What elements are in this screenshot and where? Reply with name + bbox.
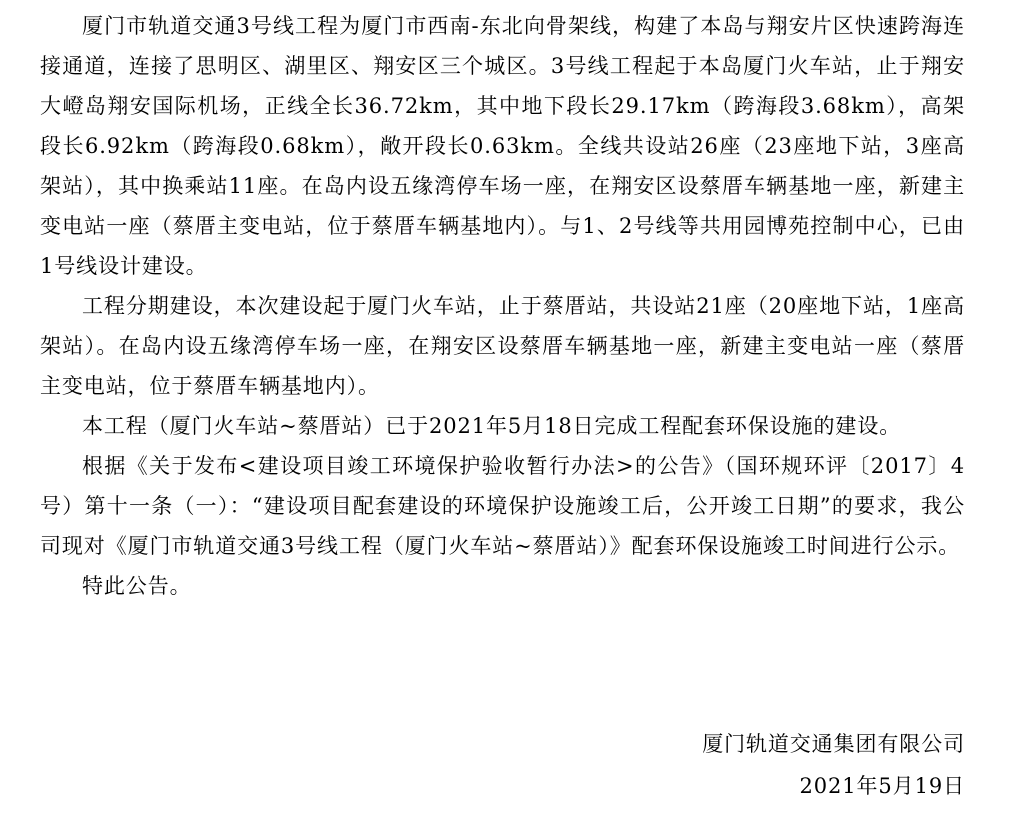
notice-body [40,6,965,606]
paragraph-legal-basis: 根据《关于发布<建设项目竣工环境保护验收暂行办法>的公告》（国环规环评〔2017〕4号）第十一条（一）：“建设项目配套建设的环境保护设施竣工后，公开竣工日期”的要求，我公司现对《厦门市轨道交通3号线工程（厦门火车站~蔡厝站）》配套环保设施竣工时间进行公示。 [40,454,965,558]
paragraph-phased-construction: 工程分期建设，本次建设起于厦门火车站，止于蔡厝站，共设站21座（20座地下站，1座高架站）。在岛内设五缘湾停车场一座，在翔安区设蔡厝车辆基地一座，新建主变电站一座（蔡厝主变电站，位于蔡厝车辆基地内）。 [40,294,965,398]
signature-date: 2021年5月19日 [799,774,965,798]
signature-company: 厦门轨道交通集团有限公司 [702,732,965,756]
paragraph-completion: 本工程（厦门火车站~蔡厝站）已于2021年5月18日完成工程配套环保设施的建设。 [82,414,902,438]
paragraph-closing: 特此公告。 [82,574,192,598]
paragraph-line-overview: 厦门市轨道交通3号线工程为厦门市西南-东北向骨架线，构建了本岛与翔安片区快速跨海连接通道，连接了思明区、湖里区、翔安区三个城区。3号线工程起于本岛厦门火车站，止于翔安大嶝岛翔安国际机场，正线全长36.72km，其中地下段长29.17km（跨海段3.68km），高架段长6.92km（跨海段0.68km），敞开段长0.63km。全线共设站26座（23座地下站，3座高架站），其中换乘站11座。在岛内设五缘湾停车场一座，在翔安区设蔡厝车辆基地一座，新建主变电站一座（蔡厝主变电站，位于蔡厝车辆基地内）。与1、2号线等共用园博苑控制中心，已由1号线设计建设。 [40,14,965,278]
